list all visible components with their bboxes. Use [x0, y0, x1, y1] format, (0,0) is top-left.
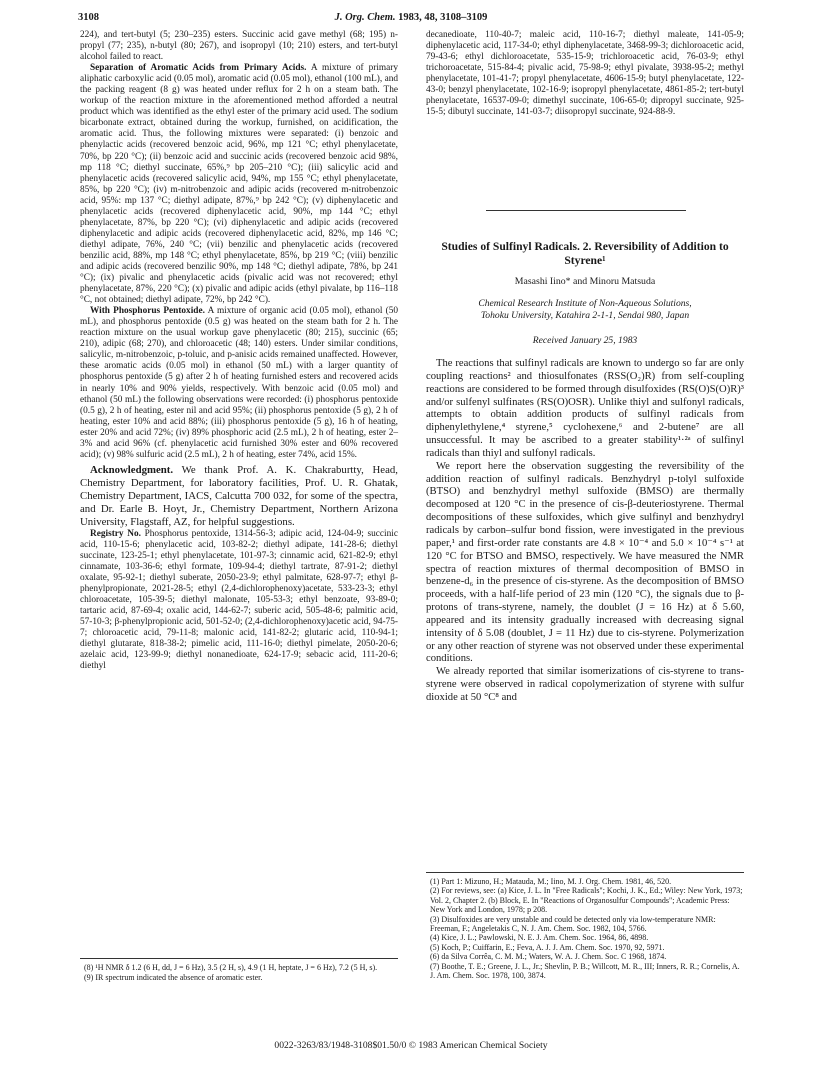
- footnote-2: (2) For reviews, see: (a) Kice, J. L. In "Free Radicals"; Kochi, J. K., Ed.; Wiley: New York, 1973; Vol. 2, Chapter 2. (b) Block, E. In "Reactions of Organosulfur Compounds"; Academic Press: New York and London, 1978; p 208.: [430, 886, 743, 915]
- footnote-4: (4) Kice, J. L.; Pawlowski, N. E. J. Am. Chem. Soc. 1964, 86, 4898.: [430, 933, 649, 943]
- right-footnotes: [426, 872, 744, 980]
- article-paragraph-2: We report here the observation suggesting the reversibility of the addition reaction of sulfinyl radicals. Benzhydryl p-tolyl sulfoxide (BTSO) and benzhydryl methyl sulfoxide (BMSO) are thermally decomposed at 120 °C in the presence of cis-β-deuteriostyrene. Thermal decompositions of these sulfoxides, which give sulfinyl and benzhydryl radicals by carbon–sulfur bond fission, were investigated in the previous paper,¹ and first-order rate constants are 4.8 × 10⁻⁴ and 5.0 × 10⁻⁴ s⁻¹ at 120 °C for BTSO and BMSO, respectively. We have measured the NMR spectra of reaction mixtures of thermal decomposition of BMSO in benzene-d₆ in the presence of cis-styrene. As the decomposition of BMSO proceeds, with a half-life period of 23 min (120 °C), the signals due to β-protons of trans-styrene, namely, the doublet (J = 16 Hz) at δ 5.60, appeared and its intensity gradually increased with decreasing signal intensity of δ 5.08 (doublet, J = 11 Hz) due to cis-styrene. Polymerization or any other reaction of styrene was not observed under these experimental conditions.: [426, 460, 744, 665]
- separation-heading: Separation of Aromatic Acids from Primary Acids.: [90, 63, 307, 74]
- registry-paragraph: [80, 529, 398, 673]
- page-footer: 0022-3263/83/1948-3108$01.50/0 © 1983 American Chemical Society: [274, 1040, 548, 1051]
- footnote-5: (5) Koch, P.; Cuiffarin, E.; Feva, A. J. J. Am. Chem. Soc. 1970, 92, 5971.: [430, 942, 665, 952]
- footnote-3: (3) Disulfoxides are very unstable and could be detected only via low-temperature NMR: Freeman, F.; Angeletakis C, N. J. Am. Chem. Soc. 1982, 104, 5766.: [430, 914, 716, 934]
- journal-pages: 3108–3109: [440, 12, 488, 23]
- registry-heading: Registry No.: [90, 528, 141, 539]
- running-head: [78, 12, 744, 28]
- affiliation-line-2: Tohoku University, Katahira 2-1-1, Sendai 980, Japan: [480, 309, 690, 321]
- page-number: 3108: [78, 12, 99, 23]
- journal-year-volume: 1983, 48,: [398, 12, 438, 23]
- registry-body: Phosphorus pentoxide, 1314-56-3; adipic acid, 124-04-9; succinic acid, 110-15-6; phenylacetic acid, 103-82-2; diethyl adipate, 141-28-6; diethyl succinate, 123-25-1; ethyl phenylacetate, 101-97-3; cinnamic acid, 621-82-9; ethyl cinnamate, 103-36-6; ethyl formate, 109-94-4; diethyl tartrate, 87-91-2; diethyl oxalate, 95-92-1; diethyl suberate, 2050-23-9; ethyl palmitate, 628-97-7; ethyl β-phenylpropionate, 2021-28-5; ethyl (2,4-dichlorophenoxy)acetate, 533-23-3; ethyl chloroacetate, 105-39-5; diethyl malonate, 105-53-3; ethyl benzoate, 93-89-0; tartaric acid, 87-69-4; oxalic acid, 144-62-7; suberic acid, 505-48-6; palmitic acid, 57-10-3; β-phenylpropionic acid, 501-52-0; (2,4-dichlorophenoxy)acetic acid, 94-75-7; chloroacetic acid, 79-11-8; malonic acid, 141-82-2; glutaric acid, 110-94-1; diethyl glutarate, 818-38-2; pimelic acid, 111-16-0; diethyl pimelate, 2050-20-6; azelaic acid, 123-99-9; diethyl nonanedioate, 624-17-9; sebacic acid, 111-20-6; diethyl: [80, 528, 398, 672]
- footnote-7: (7) Boothe, T. E.; Greene, J. L., Jr.; Shevlin, P. B.; Willcott, M. R., III; Inners, R. R.; Cornelis, A. J. Am. Chem. Soc. 1978, 100, 3874.: [430, 961, 740, 981]
- footnote-6: (6) da Silva Corrêa, C. M. M.; Waters, W. A. J. Chem. Soc. C 1968, 1874.: [430, 952, 667, 962]
- article-authors: Masashi Iino* and Minoru Matsuda: [514, 276, 656, 287]
- acknowledgment-body: We thank Prof. A. K. Chakraburtty, Head, Chemistry Department, for laboratory facilities, Prof. U. R. Ghatak, Chemistry Department, IACS, Calcutta 700 032, for some of the spectra, and Dr. Earle B. Hoyt, Jr., Chemistry Department, Northern Arizona University, Flagstaff, AZ, for helpful suggestions.: [80, 463, 398, 528]
- received-date: Received January 25, 1983: [532, 335, 638, 346]
- article-affiliation: [426, 298, 744, 321]
- left-footnotes: [80, 958, 398, 982]
- registry-continued: decanedioate, 110-40-7; maleic acid, 110-16-7; diethyl maleate, 141-05-9; diphenylacetic acid, 117-34-0; ethyl diphenylacetate, 3468-99-3; dichloroacetic acid, 79-43-6; ethyl dichloroacetate, 535-15-9; trichloroacetic acid, 76-03-9; ethyl trichoroacetate, 515-84-4; pivalic acid, 75-98-9; ethyl pivalate, 3938-95-2; methyl phenylacetate, 101-41-7; propyl phenylacetate, 4606-15-9; butyl phenylacetate, 122-43-0; benzyl phenylacetate, 102-16-9; isopropyl phenylacetate, 4861-85-2; tert-butyl phenylacetate, 16537-09-0; dimethyl succinate, 106-65-0; dipropyl succinate, 925-15-5; dibutyl succinate, 141-03-7; diisopropyl succinate, 924-88-9.: [426, 30, 744, 118]
- phosphorus-paragraph: [80, 306, 398, 461]
- article-separator: [486, 210, 686, 211]
- separation-paragraph: [80, 63, 398, 306]
- right-column-top: [426, 30, 744, 118]
- article-paragraph-1: The reactions that sulfinyl radicals are known to undergo so far are only coupling reactions² and thiosulfonates (RSS(O₂)R) from self-coupling reactions are considered to be formed through disulfoxides (RS(O)S(O)R)³ and/or sulfenyl sulfinates (RS(O)OSR). Unlike thiyl and sulfonyl radicals, attempts to obtain addition products of sulfinyl radicals from diphenylethylene,⁴ styrene,⁵ cyclohexene,⁶ and 2-butene⁷ are all unsuccessful. It may be ascribed to a greater stability¹·²ᵃ of sulfinyl radicals than thiyl and sulfonyl radicals.: [426, 358, 744, 459]
- footnote-1: (1) Part 1: Mizuno, H.; Matauda, M.; Iino, M. J. Org. Chem. 1981, 46, 520.: [430, 877, 672, 886]
- article-paragraph-3: We already reported that similar isomerizations of cis-styrene to trans-styrene were observed in radical copolymerization of styrene with sulfur dioxide at 50 °C⁸ and: [426, 666, 744, 703]
- phosphorus-body: A mixture of organic acid (0.05 mol), ethanol (50 mL), and phosphorus pentoxide (0.5 g) was heated on the steam bath for 2 h. The reaction mixture on the usual workup gave phenylacetic (80; 215), succinic (65; 210), adipic (68; 270), and chloroacetic (48; 140) esters. Under similar conditions, salicylic, m-nitrobenzoic, p-toluic, and p-anisic acids remained unaffected. However, these aromatic acids (0.05 mol) in ethanol (50 mL) with a larger quantity of phosphorus pentoxide (5 g) after 2 h of heating furnished esters and recovered acids in nearly 10% and 90% yields, respectively. With benzoic acid (0.05 mol) and ethanol (50 mL) the following observations were recorded: (i) phosphorus pentoxide (0.5 g), 2 h of heating, ester nil and acid 95%; (ii) phosphorus pentoxide (5 g), 2 h of heating, ester 10% and acid 88%; (iii) phosphorus pentoxide (5 g), 16 h of heating, ester 20% and acid 72%; (iv) 89% phosphoric acid (2.5 mL), 2 h of heating, ester 2–3% and acid 96% (cf. phenylacetic acid furnished 30% ester and 60% recovered acid); (v) 98% sulfuric acid (2.5 mL), 2 h of heating, ester 74%, acid 15%.: [80, 306, 398, 460]
- acknowledgment-paragraph: [80, 464, 398, 529]
- footnote-8: (8) ¹H NMR δ 1.2 (6 H, dd, J = 6 Hz), 3.5 (2 H, s), 4.9 (1 H, heptate, J = 6 Hz), 7.2 (5 H, s).: [84, 963, 378, 972]
- footnote-rule: [426, 872, 744, 873]
- left-paragraph-continued: 224), and tert-butyl (5; 230–235) esters. Succinic acid gave methyl (68; 195) n-propyl (77; 235), n-butyl (80; 267), and isopropyl (10; 210) esters, and tert-butyl alcohol failed to react.: [80, 30, 398, 63]
- footnote-9: (9) IR spectrum indicated the absence of aromatic ester.: [84, 972, 263, 982]
- acknowledgment-heading: Acknowledgment.: [90, 463, 174, 476]
- footnote-rule: [80, 958, 398, 959]
- journal-name: J. Org. Chem.: [334, 12, 396, 23]
- affiliation-line-1: Chemical Research Institute of Non-Aqueous Solutions,: [478, 298, 692, 309]
- article-title: Studies of Sulfinyl Radicals. 2. Reversibility of Addition to Styrene¹: [441, 240, 729, 267]
- article-body: [426, 358, 744, 705]
- left-column: [80, 30, 398, 672]
- phosphorus-heading: With Phosphorus Pentoxide.: [90, 306, 205, 317]
- journal-citation: [78, 12, 744, 23]
- separation-body: A mixture of primary aliphatic carboxylic acid (0.05 mol), aromatic acid (0.05 mol), ethanol (100 mL), and the packing reagent (8 g) was heated under reflux for 2 h on a steam bath. The workup of the reaction mixture in the aforementioned method afforded a neutral product which was identified as the ethyl ester of the primary acid used. The sodium bicarbonate extract, obtained during the workup, furnished, on acidification, the aromatic acid. Thus, the following mixtures were separated: (i) benzoic and phenylactic acids (recovered benzoic acid, 96%, mp 121 °C; ethyl phenylacetate, 70%, bp 220 °C); (ii) benzoic acid and succinic acids (recovered benzoic acid 98%, mp 118 °C; diethyl succinate, 65%,⁹ bp 205–210 °C); (iii) salicylic acid and phenylacetic acids (recovered salicylic acid, 94%, mp 155 °C; ethyl phenylacetate, 85%, bp 220 °C); (iv) m-nitrobenzoic and adipic acids (recovered m-nitrobenzoic acid, 95%: mp 137 °C; diethyl adipate, 87%,⁹ bp 242 °C); (v) diphenylacetic and phenylacetic acids (recovered diphenylacetic acid, 90%, mp 144 °C; ethyl phenylacetate, 87%, bp 220 °C); (vi) diphenylacetic and adipic acids (recovered diphenylacetic and adipic acids (recovered diphenylacetic acid, 82%, mp 146 °C; diethyl adipate, 76%, 240 °C; (vii) benzilic and phenylacetic acids (recovered benzilic acid, 88%, mp 148 °C; ethyl phenylacetate, 85%, bp 219 °C; (viii) benzilic and adipic acids (recovered benzilic 90%, mp 148 °C; diethyl adipate, 78%, bp 241 °C); (ix) pivalic and phenylacetic acids (pivalic acid was not recovered; ethyl phenylacetate, 87%, 220 °C); (x) pivalic and adipic acids (ethyl pivalate, bp 116–118 °C, not obtained; diethyl adipate, 72%, bp 242 °C).: [80, 63, 399, 306]
